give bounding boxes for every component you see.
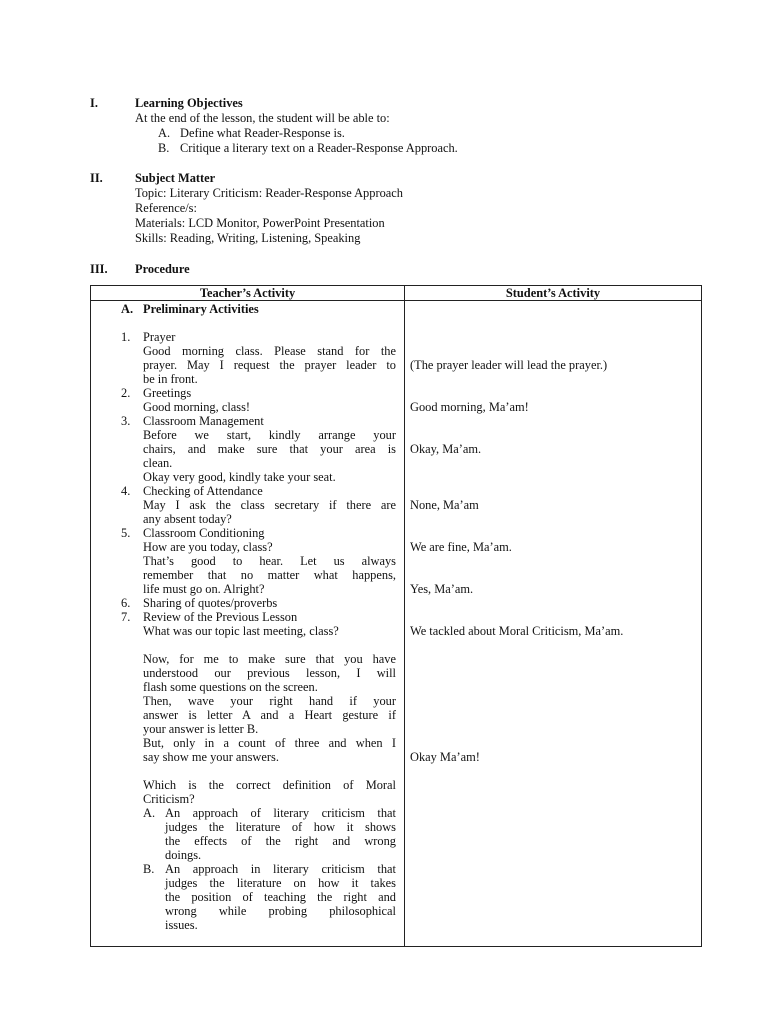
teacher-line: remember that no matter what happens, bbox=[143, 568, 396, 582]
option-letter: B. bbox=[143, 862, 155, 876]
teacher-line: any absent today? bbox=[143, 512, 232, 526]
header-teacher-activity: Teacher’s Activity bbox=[91, 286, 405, 301]
subsection-letter: A. bbox=[121, 302, 134, 316]
option-b-line: wrong while probing philosophical bbox=[165, 904, 396, 918]
teacher-line: May I ask the class secretary if there are bbox=[143, 498, 396, 512]
procedure-table bbox=[90, 285, 702, 947]
student-response: Okay Ma’am! bbox=[410, 750, 480, 764]
teacher-line: That’s good to hear. Let us always bbox=[143, 554, 396, 568]
objective-letter: A. bbox=[158, 126, 171, 140]
teacher-line: Then, wave your right hand if your bbox=[143, 694, 396, 708]
option-b-line: An approach in literary criticism that bbox=[165, 862, 396, 876]
option-b-line: judges the literature on how it takes bbox=[165, 876, 396, 890]
step-title: Prayer bbox=[143, 330, 176, 344]
section-title: Learning Objectives bbox=[135, 96, 243, 110]
teacher-line: What was our topic last meeting, class? bbox=[143, 624, 339, 638]
section-title: Subject Matter bbox=[135, 171, 216, 185]
teacher-line: Before we start, kindly arrange your bbox=[143, 428, 396, 442]
student-response: Yes, Ma’am. bbox=[410, 582, 474, 596]
objective-letter: B. bbox=[158, 141, 170, 155]
student-response: We tackled about Moral Criticism, Ma’am. bbox=[410, 624, 624, 638]
option-a-line: judges the literature of how it shows bbox=[165, 820, 396, 834]
section-numeral: III. bbox=[90, 262, 108, 276]
subject-references: Reference/s: bbox=[135, 201, 197, 215]
step-title: Classroom Conditioning bbox=[143, 526, 265, 540]
option-b-line: issues. bbox=[165, 918, 198, 932]
subject-materials: Materials: LCD Monitor, PowerPoint Presentation bbox=[135, 216, 385, 230]
student-response: None, Ma’am bbox=[410, 498, 479, 512]
step-number: 7. bbox=[121, 610, 131, 624]
teacher-line: understood our previous lesson, I will bbox=[143, 666, 396, 680]
teacher-line: clean. bbox=[143, 456, 173, 470]
step-number: 6. bbox=[121, 596, 131, 610]
step-title: Review of the Previous Lesson bbox=[143, 610, 298, 624]
teacher-activity-cell bbox=[91, 301, 405, 947]
student-response: We are fine, Ma’am. bbox=[410, 540, 512, 554]
teacher-line: Good morning class. Please stand for the bbox=[143, 344, 396, 358]
question-line: Criticism? bbox=[143, 792, 195, 806]
section-numeral: II. bbox=[90, 171, 103, 185]
option-b-line: the position of teaching the right and bbox=[165, 890, 396, 904]
step-title: Sharing of quotes/proverbs bbox=[143, 596, 278, 610]
option-a-line: the effects of the right and wrong bbox=[165, 834, 396, 848]
option-a-line: An approach of literary criticism that bbox=[165, 806, 396, 820]
step-title: Classroom Management bbox=[143, 414, 264, 428]
step-number: 2. bbox=[121, 386, 131, 400]
option-a-line: doings. bbox=[165, 848, 202, 862]
teacher-line: chairs, and make sure that your area is bbox=[143, 442, 396, 456]
subject-skills: Skills: Reading, Writing, Listening, Speaking bbox=[135, 231, 361, 245]
teacher-line: your answer is letter B. bbox=[143, 722, 259, 736]
step-number: 1. bbox=[121, 330, 131, 344]
teacher-line: answer is letter A and a Heart gesture if bbox=[143, 708, 396, 722]
teacher-line: prayer. May I request the prayer leader to bbox=[143, 358, 396, 372]
teacher-line: say show me your answers. bbox=[143, 750, 279, 764]
header-student-activity: Student’s Activity bbox=[405, 286, 702, 301]
teacher-line: How are you today, class? bbox=[143, 540, 273, 554]
step-number: 3. bbox=[121, 414, 131, 428]
step-number: 5. bbox=[121, 526, 131, 540]
teacher-line: But, only in a count of three and when I bbox=[143, 736, 396, 750]
teacher-line: Good morning, class! bbox=[143, 400, 251, 414]
student-response: Okay, Ma’am. bbox=[410, 442, 482, 456]
step-title: Greetings bbox=[143, 386, 192, 400]
subsection-title: Preliminary Activities bbox=[143, 302, 259, 316]
objective-text: Define what Reader-Response is. bbox=[180, 126, 345, 140]
teacher-line: life must go on. Alright? bbox=[143, 582, 265, 596]
question-line: Which is the correct definition of Moral bbox=[143, 778, 396, 792]
section-numeral: I. bbox=[90, 96, 98, 110]
teacher-line: Okay very good, kindly take your seat. bbox=[143, 470, 336, 484]
objectives-intro: At the end of the lesson, the student will be able to: bbox=[135, 111, 390, 125]
objective-text: Critique a literary text on a Reader-Response Approach. bbox=[180, 141, 458, 155]
student-activity-cell bbox=[405, 301, 702, 947]
student-response: Good morning, Ma’am! bbox=[410, 400, 529, 414]
teacher-line: flash some questions on the screen. bbox=[143, 680, 318, 694]
option-letter: A. bbox=[143, 806, 156, 820]
step-title: Checking of Attendance bbox=[143, 484, 263, 498]
section-title: Procedure bbox=[135, 262, 190, 276]
teacher-line: Now, for me to make sure that you have bbox=[143, 652, 396, 666]
student-response: (The prayer leader will lead the prayer.) bbox=[410, 358, 608, 372]
teacher-line: be in front. bbox=[143, 372, 198, 386]
step-number: 4. bbox=[121, 484, 131, 498]
subject-topic: Topic: Literary Criticism: Reader-Response Approach bbox=[135, 186, 403, 200]
